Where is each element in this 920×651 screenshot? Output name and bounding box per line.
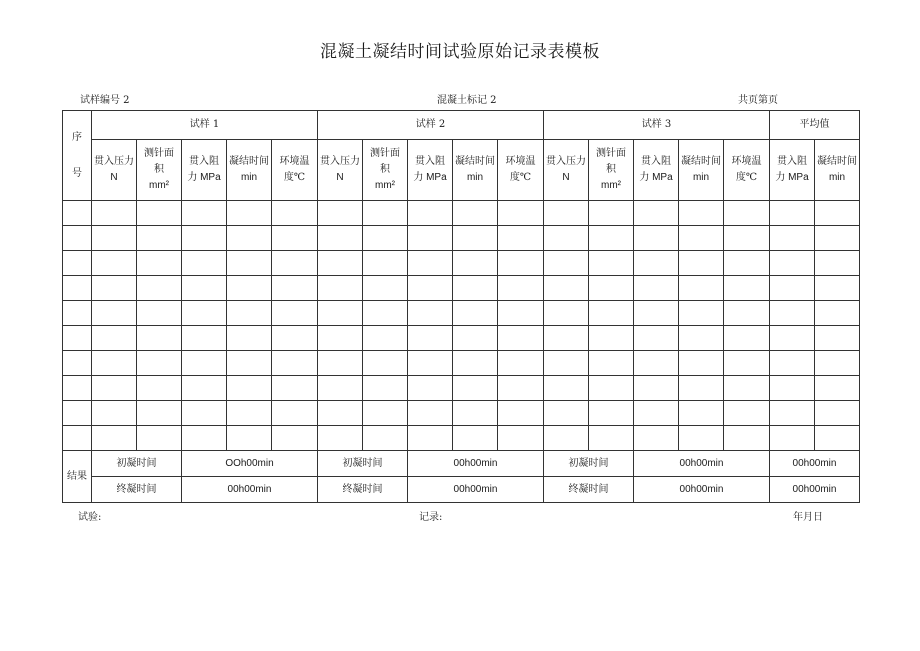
- document-title: 混凝土凝结时间试验原始记录表模板: [320, 42, 600, 62]
- table-cell: [63, 276, 92, 301]
- table-cell: [815, 251, 860, 276]
- column-header-line: 凝结时间: [229, 156, 269, 167]
- table-cell: [679, 226, 724, 251]
- table-cell: [634, 426, 679, 451]
- column-header-resistance-sample-2: [408, 140, 453, 201]
- table-cell: [544, 201, 589, 226]
- tester-label: 试验:: [78, 512, 102, 523]
- table-cell: [227, 326, 272, 351]
- subheader-row: [63, 140, 860, 201]
- table-cell: [272, 301, 318, 326]
- concrete-mark-label: 混凝土标记 2: [437, 95, 497, 106]
- table-cell: [544, 401, 589, 426]
- column-header-line: 贯入阻: [415, 156, 445, 167]
- table-cell: [318, 351, 363, 376]
- table-cell: [318, 326, 363, 351]
- column-header-line: 环境温: [279, 156, 310, 167]
- column-header-line: mm²: [601, 180, 621, 191]
- table-cell: [679, 401, 724, 426]
- table-cell: [724, 226, 770, 251]
- table-cell: [815, 351, 860, 376]
- table-cell: [634, 326, 679, 351]
- table-cell: [453, 401, 498, 426]
- table-cell: [724, 301, 770, 326]
- table-cell: [544, 351, 589, 376]
- table-cell: [227, 201, 272, 226]
- column-header-line: 积: [380, 164, 390, 175]
- initial-set-value-1: OOh00min: [182, 451, 318, 477]
- table-cell: [182, 226, 227, 251]
- table-cell: [363, 326, 408, 351]
- column-header-line: 环境温: [731, 156, 762, 167]
- table-cell: [634, 301, 679, 326]
- column-header-line: min: [692, 172, 710, 183]
- column-header-line: 环境温: [505, 156, 536, 167]
- table-cell: [318, 276, 363, 301]
- table-cell: [589, 326, 634, 351]
- table-cell: [92, 276, 137, 301]
- table-cell: [770, 326, 815, 351]
- table-cell: [589, 201, 634, 226]
- initial-set-label-2: 初凝时间: [318, 451, 408, 477]
- table-cell: [363, 276, 408, 301]
- table-cell: [318, 426, 363, 451]
- final-set-label-3: 终凝时间: [544, 477, 634, 503]
- table-cell: [634, 401, 679, 426]
- table-cell: [679, 426, 724, 451]
- table-cell: [724, 276, 770, 301]
- table-cell: [408, 376, 453, 401]
- table-cell: [63, 376, 92, 401]
- page-counter-label: 共页第页: [738, 95, 778, 106]
- table-cell: [182, 351, 227, 376]
- table-cell: [634, 201, 679, 226]
- table-cell: [770, 276, 815, 301]
- table-cell: [589, 301, 634, 326]
- table-cell: [815, 426, 860, 451]
- table-cell: [724, 376, 770, 401]
- table-cell: [408, 226, 453, 251]
- table-cell: [63, 326, 92, 351]
- table-cell: [544, 426, 589, 451]
- table-cell: [227, 376, 272, 401]
- column-header-line: 贯入压力: [94, 156, 134, 167]
- table-row: [63, 376, 860, 401]
- table-cell: [63, 401, 92, 426]
- table-cell: [63, 301, 92, 326]
- column-header-line: mm²: [375, 180, 395, 191]
- table-cell: [770, 301, 815, 326]
- table-cell: [227, 226, 272, 251]
- table-cell: [363, 426, 408, 451]
- column-header-temp-sample-2: [498, 140, 544, 201]
- table-cell: [498, 276, 544, 301]
- table-cell: [408, 276, 453, 301]
- group-header-sample-2: 试样 2: [318, 111, 544, 140]
- group-header-sample-3: 试样 3: [544, 111, 770, 140]
- column-header-time-sample-3: [679, 140, 724, 201]
- table-cell: [137, 426, 182, 451]
- table-cell: [815, 276, 860, 301]
- table-cell: [92, 326, 137, 351]
- table-cell: [182, 401, 227, 426]
- column-header-line: 力 MPa: [413, 172, 447, 183]
- column-header-area-sample-3: [589, 140, 634, 201]
- table-cell: [92, 251, 137, 276]
- column-header-line: 积: [154, 164, 164, 175]
- initial-set-value-average: 00h00min: [770, 451, 860, 477]
- column-header-line: N: [562, 172, 570, 183]
- table-cell: [589, 251, 634, 276]
- table-cell: [182, 276, 227, 301]
- table-cell: [724, 201, 770, 226]
- table-cell: [318, 201, 363, 226]
- table-cell: [182, 201, 227, 226]
- table-cell: [227, 251, 272, 276]
- table-cell: [634, 351, 679, 376]
- table-cell: [453, 426, 498, 451]
- initial-set-label-1: 初凝时间: [92, 451, 182, 477]
- table-cell: [408, 201, 453, 226]
- column-header-line: 测针面: [144, 148, 174, 159]
- table-cell: [724, 326, 770, 351]
- table-cell: [498, 301, 544, 326]
- table-cell: [498, 376, 544, 401]
- table-cell: [544, 326, 589, 351]
- table-cell: [634, 251, 679, 276]
- initial-set-value-2: 00h00min: [408, 451, 544, 477]
- table-cell: [544, 376, 589, 401]
- table-row: [63, 401, 860, 426]
- table-cell: [63, 226, 92, 251]
- column-header-line: 测针面: [596, 148, 626, 159]
- table-cell: [63, 201, 92, 226]
- final-set-label-2: 终凝时间: [318, 477, 408, 503]
- table-cell: [137, 201, 182, 226]
- column-header-line: 凝结时间: [817, 156, 857, 167]
- column-header-line: N: [110, 172, 118, 183]
- table-cell: [770, 401, 815, 426]
- table-cell: [408, 351, 453, 376]
- table-cell: [498, 401, 544, 426]
- table-cell: [182, 426, 227, 451]
- table-cell: [137, 301, 182, 326]
- column-header-line: mm²: [149, 180, 169, 191]
- table-cell: [770, 226, 815, 251]
- table-cell: [182, 251, 227, 276]
- table-cell: [92, 401, 137, 426]
- final-set-value-3: 00h00min: [634, 477, 770, 503]
- table-cell: [408, 251, 453, 276]
- table-cell: [498, 226, 544, 251]
- table-cell: [137, 401, 182, 426]
- column-header-line: N: [336, 172, 344, 183]
- column-header-force-sample-1: [92, 140, 137, 201]
- table-cell: [137, 351, 182, 376]
- table-cell: [272, 351, 318, 376]
- data-rows: [63, 201, 860, 451]
- table-cell: [453, 276, 498, 301]
- column-header-resistance-sample-3: [634, 140, 679, 201]
- table-row: [63, 351, 860, 376]
- table-cell: [589, 226, 634, 251]
- table-cell: [453, 301, 498, 326]
- column-header-force-sample-3: [544, 140, 589, 201]
- table-cell: [679, 326, 724, 351]
- table-cell: [272, 376, 318, 401]
- table-cell: [589, 426, 634, 451]
- table-cell: [318, 401, 363, 426]
- table-cell: [272, 276, 318, 301]
- table-cell: [137, 376, 182, 401]
- table-cell: [724, 351, 770, 376]
- column-header-force-sample-2: [318, 140, 363, 201]
- table-cell: [182, 376, 227, 401]
- table-cell: [724, 251, 770, 276]
- sample-number-label: 试样编号 2: [80, 95, 130, 106]
- column-header-time-average: [815, 140, 860, 201]
- column-header-line: min: [828, 172, 846, 183]
- table-cell: [679, 201, 724, 226]
- table-cell: [770, 376, 815, 401]
- table-cell: [815, 226, 860, 251]
- table-cell: [363, 376, 408, 401]
- table-cell: [408, 301, 453, 326]
- column-header-line: 测针面: [370, 148, 400, 159]
- table-cell: [544, 301, 589, 326]
- table-cell: [227, 301, 272, 326]
- column-header-line: 力 MPa: [187, 172, 221, 183]
- table-cell: [498, 251, 544, 276]
- column-header-line: 凝结时间: [455, 156, 495, 167]
- table-cell: [408, 401, 453, 426]
- initial-set-value-3: 00h00min: [634, 451, 770, 477]
- column-header-line: min: [466, 172, 484, 183]
- table-cell: [589, 276, 634, 301]
- table-row: [63, 326, 860, 351]
- table-cell: [679, 276, 724, 301]
- table-cell: [227, 351, 272, 376]
- column-header-line: 贯入压力: [320, 156, 360, 167]
- table-row: [63, 426, 860, 451]
- table-cell: [498, 351, 544, 376]
- column-header-area-sample-1: [137, 140, 182, 201]
- table-cell: [634, 226, 679, 251]
- table-cell: [227, 401, 272, 426]
- column-header-line: 度℃: [283, 172, 306, 183]
- column-header-line: min: [240, 172, 258, 183]
- table-cell: [724, 426, 770, 451]
- table-cell: [363, 401, 408, 426]
- table-cell: [408, 326, 453, 351]
- final-set-value-1: 00h00min: [182, 477, 318, 503]
- table-cell: [318, 251, 363, 276]
- final-set-value-average: 00h00min: [770, 477, 860, 503]
- table-cell: [770, 201, 815, 226]
- table-cell: [63, 426, 92, 451]
- sequence-header-line1: 序: [72, 131, 82, 143]
- table-cell: [318, 226, 363, 251]
- table-cell: [92, 426, 137, 451]
- column-header-line: 积: [606, 164, 616, 175]
- table-cell: [272, 226, 318, 251]
- table-cell: [227, 276, 272, 301]
- table-cell: [363, 226, 408, 251]
- sequence-header-line2: 号: [72, 167, 82, 179]
- table-cell: [589, 401, 634, 426]
- table-cell: [815, 401, 860, 426]
- table-cell: [137, 326, 182, 351]
- table-cell: [272, 326, 318, 351]
- table-cell: [815, 326, 860, 351]
- column-header-line: 贯入阻: [777, 156, 807, 167]
- table-cell: [679, 251, 724, 276]
- column-header-temp-sample-1: [272, 140, 318, 201]
- table-cell: [63, 351, 92, 376]
- record-table: [62, 110, 860, 503]
- table-cell: [453, 351, 498, 376]
- table-cell: [272, 401, 318, 426]
- table-cell: [227, 426, 272, 451]
- column-header-line: 度℃: [509, 172, 532, 183]
- table-cell: [363, 301, 408, 326]
- table-cell: [408, 426, 453, 451]
- table-cell: [363, 251, 408, 276]
- initial-set-label-3: 初凝时间: [544, 451, 634, 477]
- column-header-line: 贯入压力: [546, 156, 586, 167]
- column-header-time-sample-2: [453, 140, 498, 201]
- table-cell: [679, 376, 724, 401]
- column-header-line: 力 MPa: [639, 172, 673, 183]
- table-cell: [363, 201, 408, 226]
- table-cell: [679, 301, 724, 326]
- table-cell: [92, 376, 137, 401]
- table-row: [63, 276, 860, 301]
- group-header-sample-1: 试样 1: [92, 111, 318, 140]
- table-row: [63, 201, 860, 226]
- group-header-average: 平均值: [770, 111, 860, 140]
- column-header-time-sample-1: [227, 140, 272, 201]
- table-cell: [498, 201, 544, 226]
- table-cell: [92, 226, 137, 251]
- table-cell: [498, 426, 544, 451]
- table-cell: [92, 351, 137, 376]
- table-cell: [182, 301, 227, 326]
- table-cell: [498, 326, 544, 351]
- sequence-header: [63, 111, 92, 201]
- column-header-resistance-average: [770, 140, 815, 201]
- table-cell: [63, 251, 92, 276]
- table-cell: [634, 276, 679, 301]
- table-cell: [453, 326, 498, 351]
- table-cell: [770, 251, 815, 276]
- table-cell: [272, 251, 318, 276]
- table-cell: [453, 376, 498, 401]
- table-cell: [544, 226, 589, 251]
- table-cell: [182, 326, 227, 351]
- column-header-line: 力 MPa: [775, 172, 809, 183]
- column-header-area-sample-2: [363, 140, 408, 201]
- table-cell: [770, 426, 815, 451]
- table-cell: [815, 376, 860, 401]
- table-cell: [453, 251, 498, 276]
- column-header-line: 度℃: [735, 172, 758, 183]
- table-cell: [815, 301, 860, 326]
- column-header-line: 贯入阻: [641, 156, 671, 167]
- column-header-line: 贯入阻: [189, 156, 219, 167]
- table-cell: [272, 201, 318, 226]
- table-cell: [815, 201, 860, 226]
- table-cell: [363, 351, 408, 376]
- table-cell: [453, 226, 498, 251]
- final-set-value-2: 00h00min: [408, 477, 544, 503]
- table-cell: [318, 376, 363, 401]
- table-cell: [92, 301, 137, 326]
- table-cell: [679, 351, 724, 376]
- table-cell: [544, 251, 589, 276]
- table-row: [63, 226, 860, 251]
- table-row: [63, 301, 860, 326]
- table-cell: [92, 201, 137, 226]
- table-cell: [137, 276, 182, 301]
- table-cell: [634, 376, 679, 401]
- table-cell: [453, 201, 498, 226]
- column-header-resistance-sample-1: [182, 140, 227, 201]
- recorder-label: 记录:: [419, 512, 443, 523]
- table-cell: [770, 351, 815, 376]
- table-cell: [137, 226, 182, 251]
- column-header-temp-sample-3: [724, 140, 770, 201]
- table-cell: [318, 301, 363, 326]
- table-row: [63, 251, 860, 276]
- table-cell: [544, 276, 589, 301]
- date-label: 年月日: [793, 512, 823, 523]
- table-cell: [589, 351, 634, 376]
- table-cell: [137, 251, 182, 276]
- table-cell: [272, 426, 318, 451]
- result-label: 结果: [63, 451, 92, 503]
- column-header-line: 凝结时间: [681, 156, 721, 167]
- final-set-label-1: 终凝时间: [92, 477, 182, 503]
- table-cell: [589, 376, 634, 401]
- table-cell: [724, 401, 770, 426]
